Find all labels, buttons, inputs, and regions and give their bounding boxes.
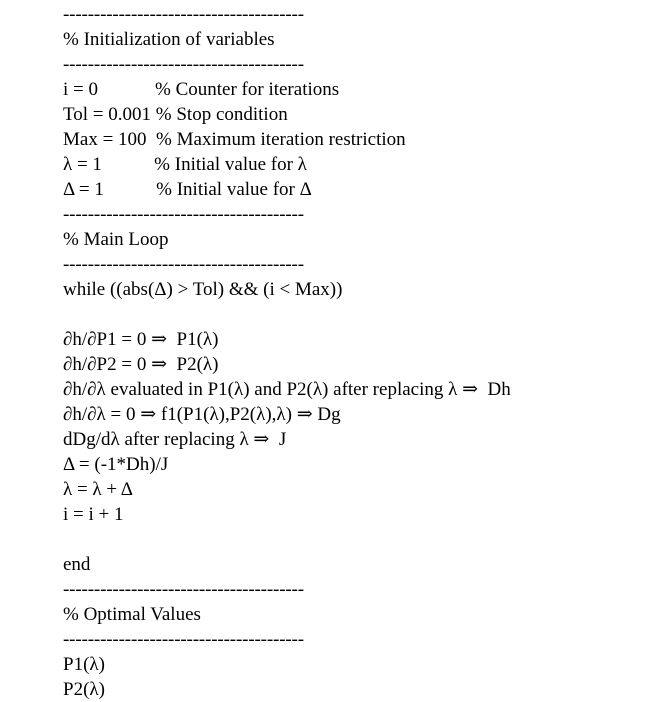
code-line-end: end [63, 554, 91, 575]
code-line-blank-1 [63, 302, 650, 327]
code-line-ddg-dlambda: dDg/dλ after replacing λ ⇒ J [63, 429, 287, 450]
code-line-delta-update: Δ = (-1*Dh)/J [63, 454, 169, 475]
code-line-out-p2: P2(λ) [63, 679, 105, 700]
code-line-while: while ((abs(Δ) > Tol) && (i < Max)) [63, 279, 343, 300]
code-line-init-i: i = 0 % Counter for iterations [63, 79, 340, 100]
code-line-optimal-header: % Optimal Values [63, 604, 201, 625]
code-line-sep-1: --------------------------------------- [63, 4, 304, 25]
code-line-init-max: Max = 100 % Maximum iteration restriction [63, 129, 406, 150]
code-line-sep-4: --------------------------------------- [63, 254, 304, 275]
pseudocode-listing [63, 2, 650, 702]
code-line-init-lambda: λ = 1 % Initial value for λ [63, 154, 307, 175]
code-line-dh-dlambda-zero: ∂h/∂λ = 0 ⇒ f1(P1(λ),P2(λ),λ) ⇒ Dg [63, 404, 341, 425]
code-line-init-delta: Δ = 1 % Initial value for Δ [63, 179, 312, 200]
code-line-dh-dp1: ∂h/∂P1 = 0 ⇒ P1(λ) [63, 329, 219, 350]
code-line-sep-6: --------------------------------------- [63, 629, 304, 650]
code-line-init-header: % Initialization of variables [63, 29, 275, 50]
code-line-blank-2 [63, 527, 650, 552]
code-line-init-tol: Tol = 0.001 % Stop condition [63, 104, 288, 125]
code-line-sep-3: --------------------------------------- [63, 204, 304, 225]
code-line-dh-dlambda-eval: ∂h/∂λ evaluated in P1(λ) and P2(λ) after replacing λ ⇒ Dh [63, 379, 511, 400]
code-line-dh-dp2: ∂h/∂P2 = 0 ⇒ P2(λ) [63, 354, 219, 375]
code-line-i-update: i = i + 1 [63, 504, 124, 525]
code-line-lambda-update: λ = λ + Δ [63, 479, 134, 500]
code-line-loop-header: % Main Loop [63, 229, 169, 250]
code-line-out-p1: P1(λ) [63, 654, 105, 675]
code-line-sep-5: --------------------------------------- [63, 579, 304, 600]
code-line-sep-2: --------------------------------------- [63, 54, 304, 75]
